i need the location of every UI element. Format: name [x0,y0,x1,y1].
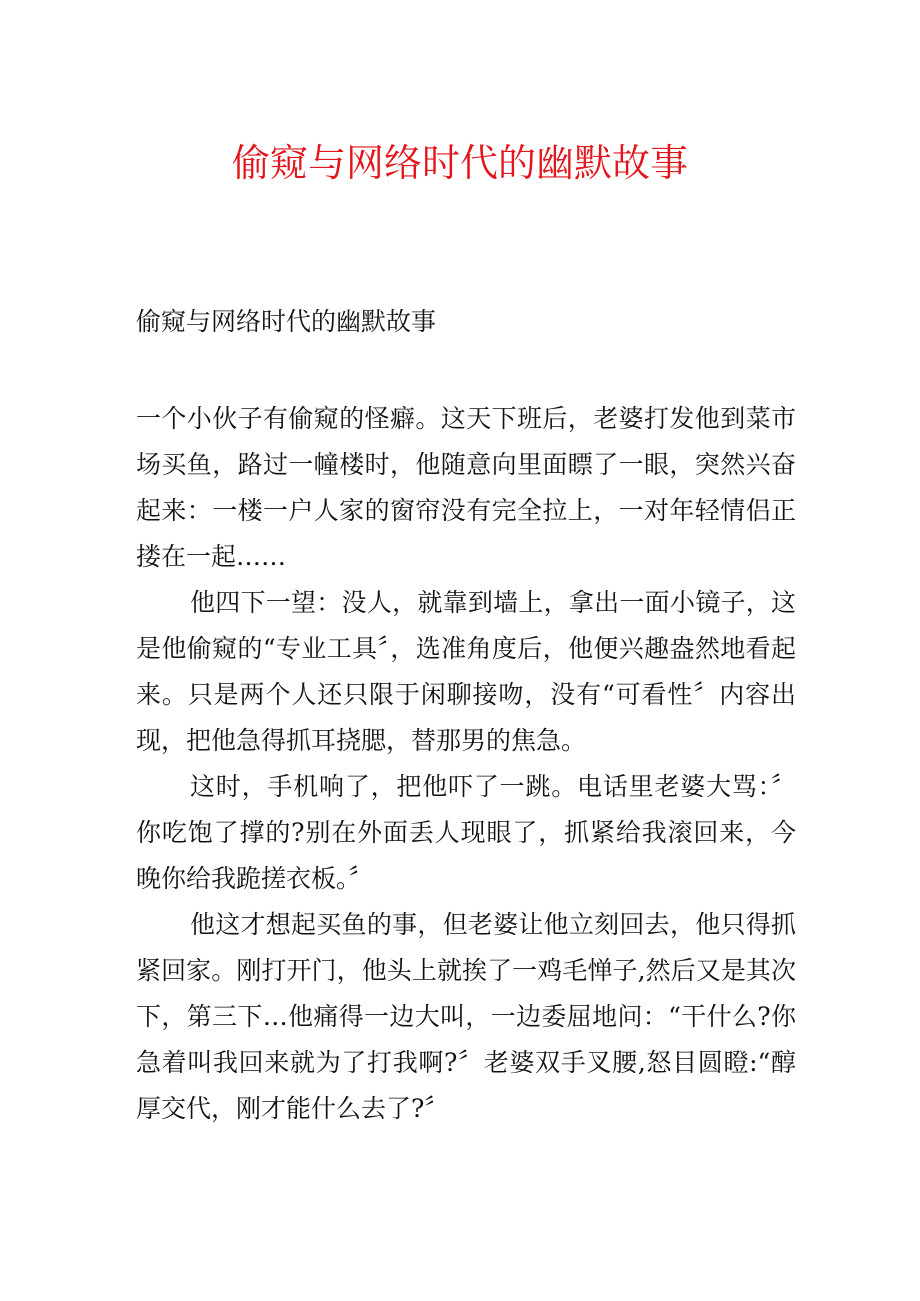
paragraph-4: 他这才想起买鱼的事，但老婆让他立刻回去，他只得抓紧回家。刚打开门，他头上就挨了一鸡毛惮子,然后又是其次下，第三下…他痛得一边大叫，一边委屈地问：“干什么?你急着叫我回来就为了打我啊?〞老婆双手叉腰,怒目圆瞪:“醇厚交代，刚才能什么去了?〞 [136,910,796,1123]
paragraph-2: 他四下一望：没人，就靠到墙上，拿出一面小镜子，这是他偷窥的“专业工具〞，选准角度后，他便兴趣盎然地看起来。只是两个人还只限于闲聊接吻，没有“可看性〞内容出现，把他急得抓耳挠腮，替那男的焦急。 [136,588,796,755]
paragraph-3: 这时，手机响了，把他吓了一跳。电话里老婆大骂：〞你吃饱了撑的?别在外面丢人现眼了，抓紧给我滚回来，今晚你给我跪搓衣板。〞 [136,772,796,893]
document-subtitle: 偷窥与网络时代的幽默故事 [136,307,437,336]
document-body [136,396,796,1132]
paragraph-1: 一个小伙子有偷窥的怪癖。这天下班后，老婆打发他到菜市场买鱼，路过一幢楼时，他随意向里面瞟了一眼，突然兴奋起来：一楼一户人家的窗帘没有完全拉上，一对年轻情侣正搂在一起…… [136,404,796,571]
document-title: 偷窥与网络时代的幽默故事 [231,141,688,185]
